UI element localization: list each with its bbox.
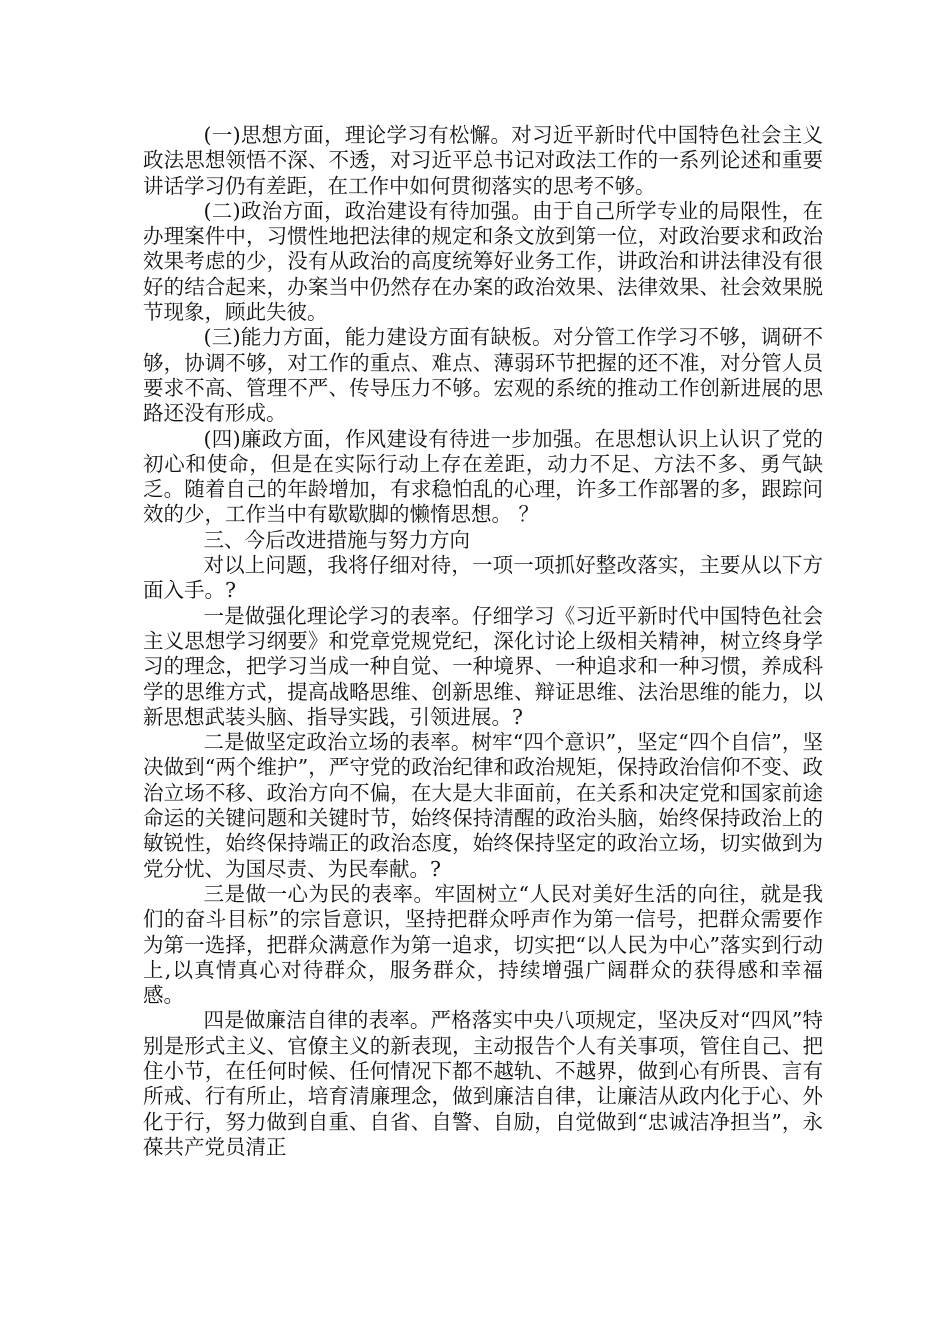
paragraph-measure-political: 二是做坚定政治立场的表率。树牢“四个意识”，坚定“四个自信”，坚决做到“两个维护”，严守党的政治纪律和政治规矩，保持政治信仰不变、政治立场不移、政治方向不偏，在大是大非面前，在关系和决定党和国家前途命运的关键问题和关键时节，始终保持清醒的政治头脑，始终保持政治上的敏锐性，始终保持端正的政治态度，始终保持坚定的政治立场，切实做到为党分忧、为国尽责、为民奉献。? (143, 730, 823, 881)
paragraph-ideology: (一)思想方面，理论学习有松懈。对习近平新时代中国特色社会主义政法思想领悟不深、不透，对习近平总书记对政法工作的一系列论述和重要讲话学习仍有差距，在工作中如何贯彻落实的思考不够。 (143, 123, 823, 198)
paragraph-measure-theory: 一是做强化理论学习的表率。仔细学习《习近平新时代中国特色社会主义思想学习纲要》和党章党规党纪，深化讨论上级相关精神，树立终身学习的理念，把学习当成一种自觉、一种境界、一种追求和一种习惯，养成科学的思维方式，提高战略思维、创新思维、辩证思维、法治思维的能力，以新思想武装头脑、指导实践，引领进展。? (143, 603, 823, 729)
section-heading-improvement: 三、今后改进措施与努力方向 (203, 527, 470, 552)
paragraph-politics: (二)政治方面，政治建设有待加强。由于自己所学专业的局限性，在办理案件中，习惯性地把法律的规定和条文放到第一位，对政治要求和政治效果考虑的少，没有从政治的高度统筹好业务工作，讲政治和讲法律没有很好的结合起来，办案当中仍然存在办案的政治效果、法律效果、社会效果脱节现象，顾此失彼。 (143, 198, 823, 325)
paragraph-integrity: (四)廉政方面，作风建设有待进一步加强。在思想认识上认识了党的初心和使命，但是在实际行动上存在差距，动力不足、方法不多、勇气缺乏。随着自己的年龄增加，有求稳怕乱的心理，许多工作部署的多，跟踪问效的少，工作当中有歇歇脚的懒惰思想。 ？ (143, 426, 823, 527)
paragraph-measure-integrity: 四是做廉洁自律的表率。严格落实中央八项规定，坚决反对“四风”特别是形式主义、官僚主义的新表现，主动报告个人有关事项，管住自己、把住小节，在任何时候、任何情况下都不越轨、不越界，做到心有所畏、言有所戒、行有所止，培育清廉理念，做到廉洁自律，让廉洁从政内化于心、外化于行，努力做到自重、自省、自警、自励，自觉做到“忠诚洁净担当”，永葆共产党员清正 (143, 1008, 823, 1159)
paragraph-measure-people: 三是做一心为民的表率。牢固树立“人民对美好生活的向往，就是我们的奋斗目标”的宗旨意识，坚持把群众呼声作为第一信号，把群众需要作为第一选择，把群众满意作为第一追求，切实把“以人民为中心”落实到行动上,以真情真心对待群众，服务群众，持续增强广阔群众的获得感和幸福感。 (143, 881, 823, 1008)
document-page (143, 123, 823, 1160)
paragraph-intro-measures: 对以上问题，我将仔细对待，一项一项抓好整改落实，主要从以下方面入手。? (143, 553, 823, 603)
paragraph-ability: (三)能力方面，能力建设方面有缺板。对分管工作学习不够，调研不够，协调不够，对工作的重点、难点、薄弱环节把握的还不准，对分管人员要求不高、管理不严、传导压力不够。宏观的系统的推动工作创新进展的思路还没有形成。 (143, 325, 823, 426)
